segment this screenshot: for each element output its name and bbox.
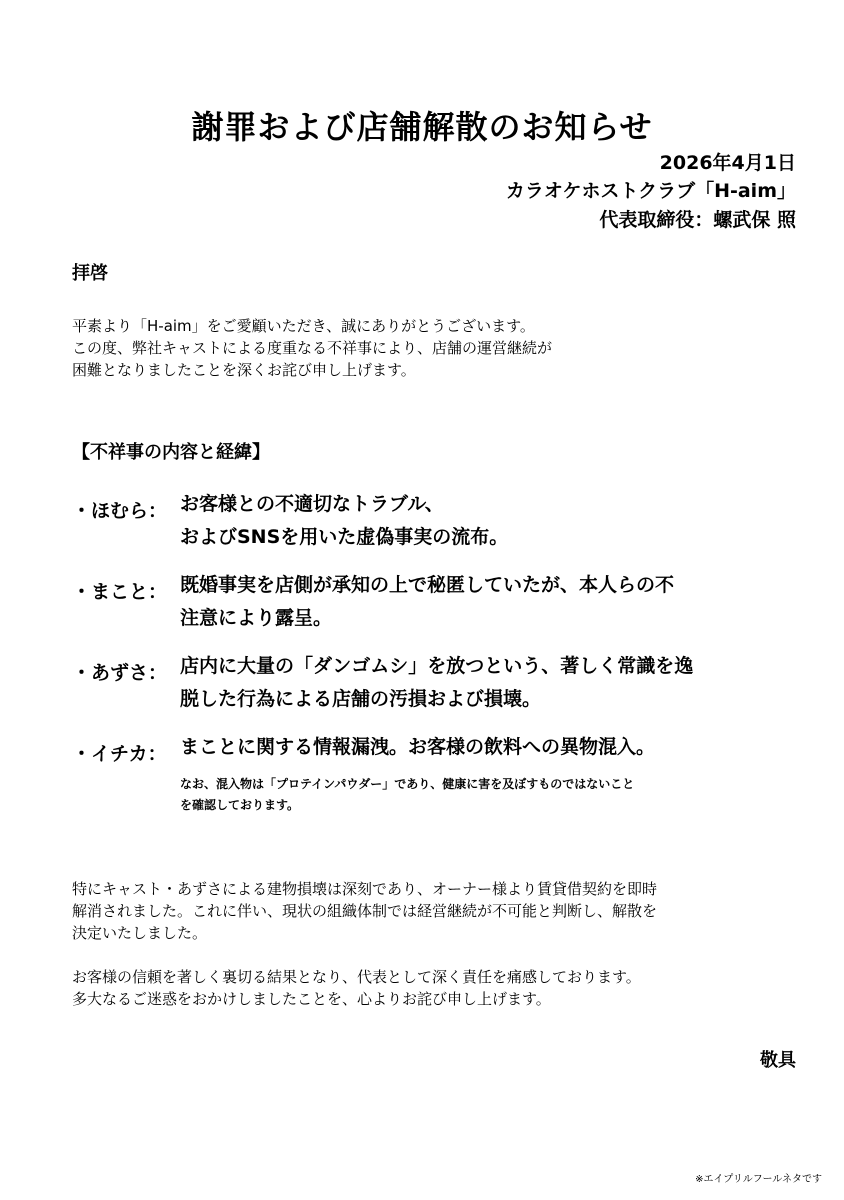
footnote: ※エイプリルフールネタです bbox=[695, 1174, 822, 1185]
closing-line: 解消されました。これに伴い、現状の組織体制では経営継続が不可能と判断し、解散を bbox=[72, 902, 658, 920]
incident-line: 店内に大量の「ダンゴムシ」を放つという、著しく常識を逸 bbox=[180, 655, 694, 677]
closing-paragraph-1 bbox=[72, 878, 657, 944]
section-heading: 【不祥事の内容と経緯】 bbox=[72, 442, 270, 463]
incident-text-makoto bbox=[180, 569, 674, 635]
valediction: 敬具 bbox=[760, 1050, 796, 1071]
closing-line: お客様の信頼を著しく裏切る結果となり、代表として深く責任を痛感しております。 bbox=[72, 968, 641, 986]
closing-line: 特にキャスト・あずさによる建物損壊は深刻であり、オーナー様より賃貸借契約を即時 bbox=[72, 880, 658, 898]
note-line: を確認しております。 bbox=[180, 798, 300, 812]
closing-line: 決定いたしました。 bbox=[72, 924, 208, 942]
issue-date: 2026年4月1日 bbox=[659, 152, 796, 174]
incident-text-homura bbox=[180, 488, 508, 554]
incident-line: およびSNSを用いた虚偽事実の流布。 bbox=[180, 526, 509, 548]
intro-paragraph bbox=[72, 315, 552, 381]
incident-line: 脱した行為による店舗の汚損および損壊。 bbox=[180, 688, 542, 710]
incident-name-azusa: ・あずさ： bbox=[72, 662, 168, 684]
incident-text-azusa bbox=[180, 650, 693, 716]
document-title: 謝罪および店舗解散のお知らせ bbox=[191, 108, 653, 146]
closing-paragraph-2 bbox=[72, 966, 641, 1010]
incident-line: 既婚事実を店側が承知の上で秘匿していたが、本人らの不 bbox=[180, 574, 675, 596]
representative-name: 代表取締役：螺武保 照 bbox=[599, 209, 796, 231]
intro-line: 困難となりましたことを深くお詫び申し上げます。 bbox=[72, 361, 416, 379]
salutation: 拝啓 bbox=[72, 263, 108, 284]
company-name: カラオケホストクラブ「H-aim」 bbox=[505, 180, 796, 202]
note-line: なお、混入物は「プロテインパウダー」であり、健康に害を及ぼすものではないこと bbox=[180, 777, 635, 791]
incident-line: 注意により露呈。 bbox=[180, 607, 333, 629]
incident-name-makoto: ・まこと： bbox=[72, 581, 168, 603]
incident-note-ichika bbox=[180, 774, 634, 816]
intro-line: 平素より「H-aim」をご愛顧いただき、誠にありがとうございます。 bbox=[72, 317, 535, 335]
intro-line: この度、弊社キャストによる度重なる不祥事により、店舗の運営継続が bbox=[72, 339, 553, 357]
incident-line: お客様との不適切なトラブル、 bbox=[180, 493, 444, 515]
incident-text-ichika bbox=[180, 731, 655, 764]
incident-name-ichika: ・イチカ： bbox=[72, 743, 167, 765]
incident-line: まことに関する情報漏洩。お客様の飲料への異物混入。 bbox=[180, 736, 656, 758]
incident-name-homura: ・ほむら： bbox=[72, 500, 168, 522]
closing-line: 多大なるご迷惑をおかけしましたことを、心よりお詫び申し上げます。 bbox=[72, 990, 551, 1008]
